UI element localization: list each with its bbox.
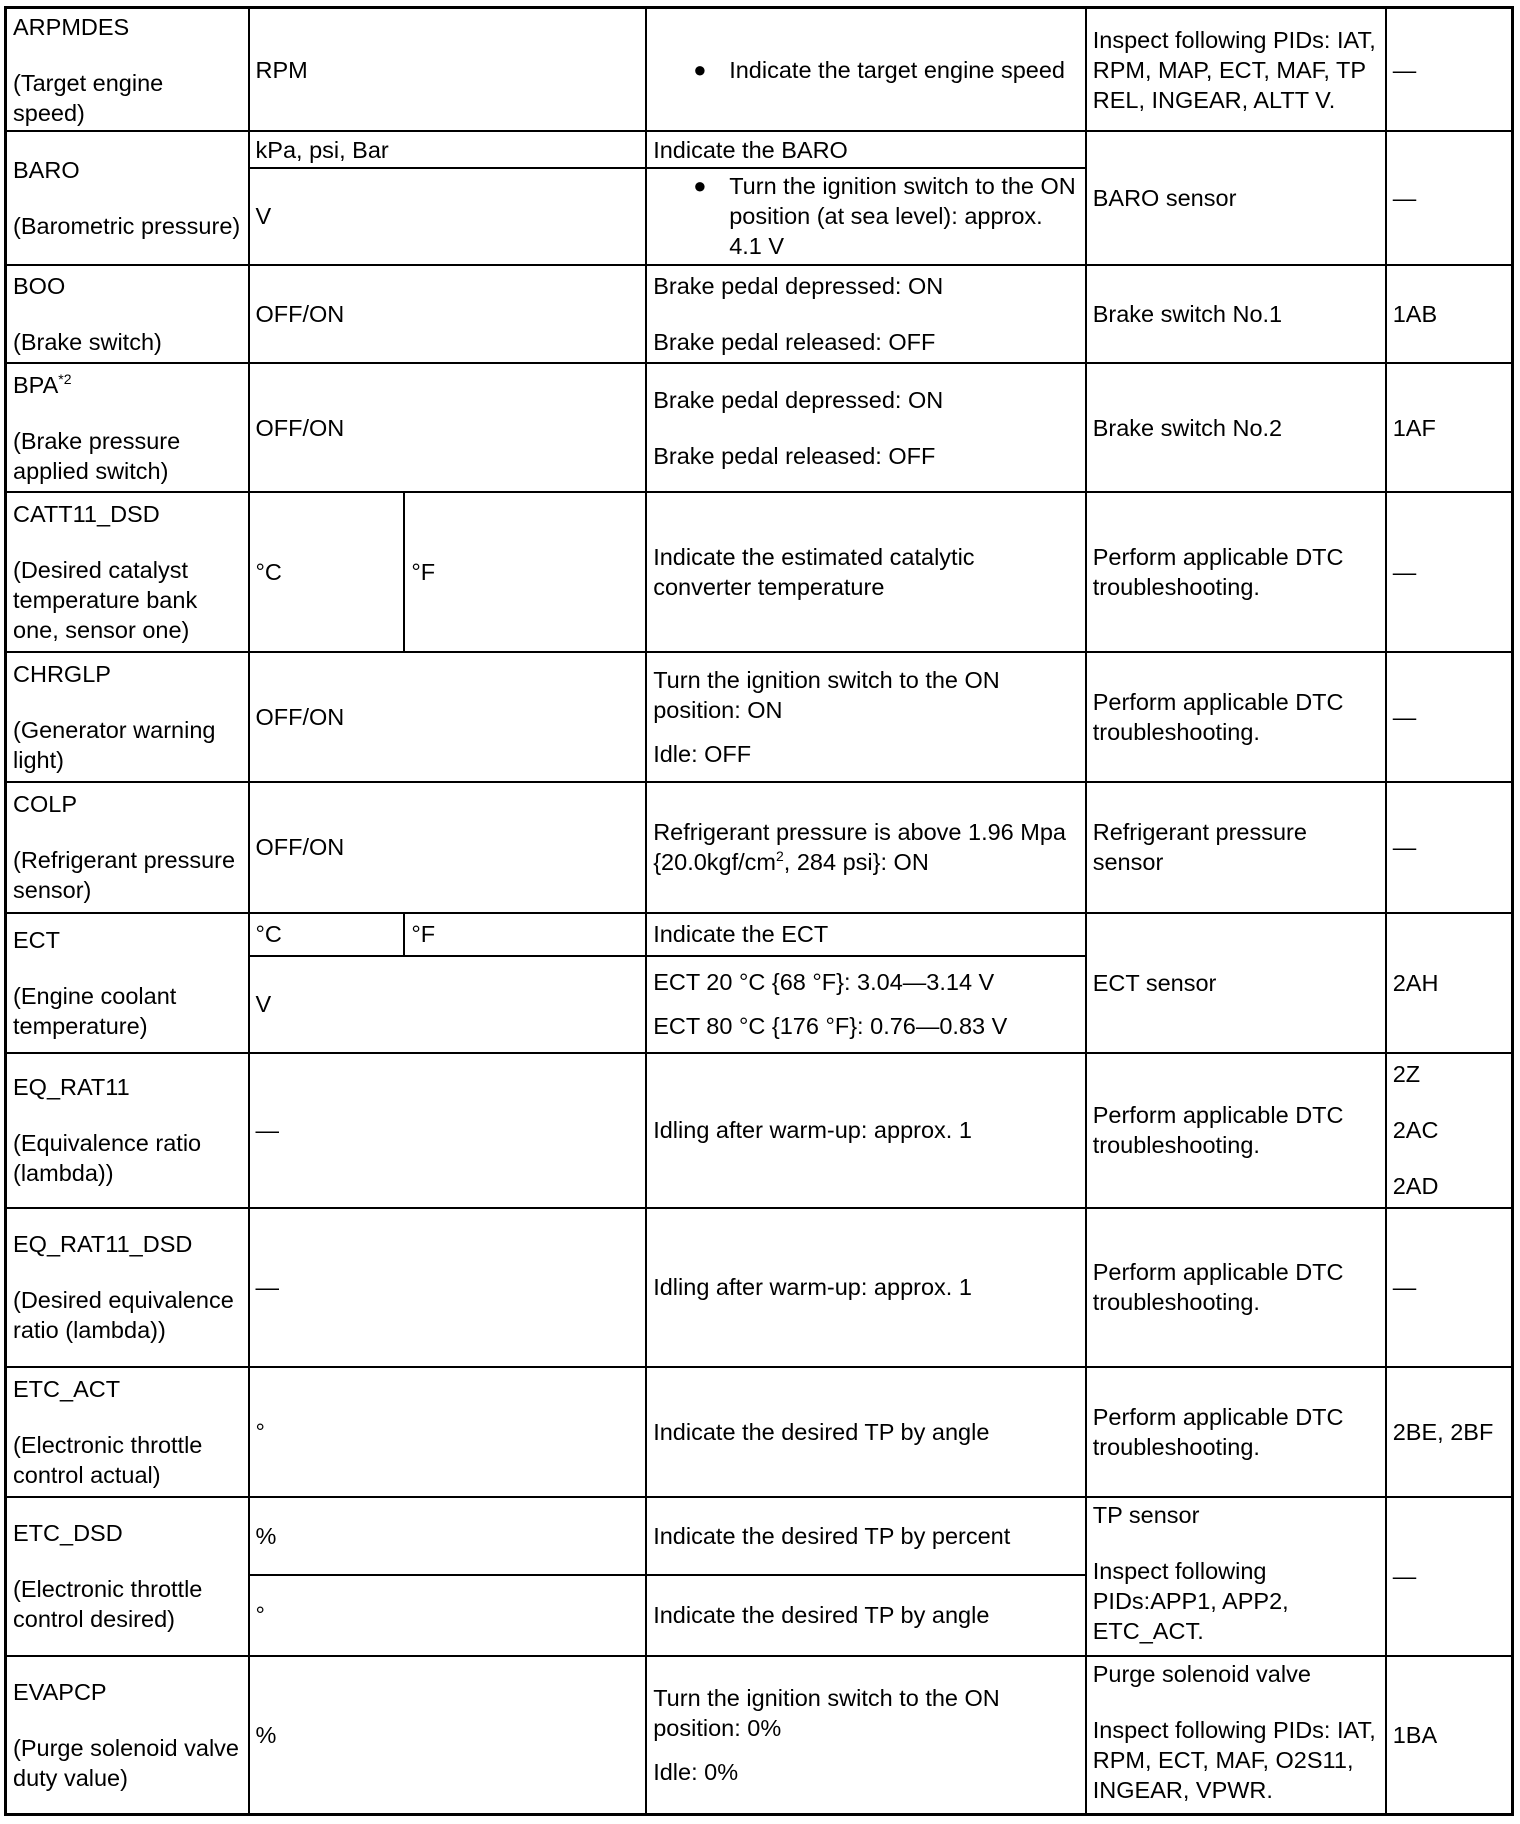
action-cell: Refrigerant pressure sensor: [1086, 782, 1386, 913]
action-cell: ECT sensor: [1086, 913, 1386, 1053]
condition-cell: Indicate the BARO: [646, 131, 1086, 167]
unit-cell: °: [249, 1575, 647, 1656]
condition-text: Brake pedal released: OFF: [653, 442, 936, 469]
condition-cell: [646, 265, 1086, 363]
table-row: [6, 265, 1513, 363]
action-cell: Perform applicable DTC troubleshooting.: [1086, 1367, 1386, 1496]
condition-cell: Idling after warm-up: approx. 1: [646, 1208, 1086, 1368]
pid-name: CHRGLP: [13, 661, 111, 688]
pid-table: [4, 6, 1514, 1816]
bullet-item: [653, 171, 1079, 261]
pid-name: ETC_ACT: [13, 1376, 121, 1403]
condition-text: Turn the ignition switch to the ON position (at sea level): approx. 4.1 V: [729, 173, 1076, 260]
superscript: 2: [776, 848, 784, 865]
action-cell: [1086, 1497, 1386, 1656]
table-row: [6, 913, 1513, 955]
table-row: [6, 8, 1513, 132]
pid-cell: [6, 1497, 249, 1656]
pid-name: COLP: [13, 791, 77, 818]
dtc-code: 2Z: [1392, 1061, 1421, 1088]
condition-text: Turn the ignition switch to the ON position: 0%: [653, 1684, 1000, 1741]
table-row: [6, 492, 1513, 652]
pid-cell: [6, 363, 249, 492]
pid-description: (Generator warning light): [13, 717, 216, 774]
condition-cell: Indicate the desired TP by percent: [646, 1497, 1086, 1575]
dtc-cell: 1AB: [1386, 265, 1513, 363]
dtc-cell: 1AF: [1386, 363, 1513, 492]
action-cell: Brake switch No.2: [1086, 363, 1386, 492]
dtc-cell: —: [1386, 131, 1513, 265]
unit-cell-fahrenheit: °F: [404, 492, 646, 652]
pid-name: BOO: [13, 272, 66, 299]
condition-cell: [646, 782, 1086, 913]
pid-name: [13, 370, 242, 400]
unit-cell: —: [249, 1208, 647, 1368]
unit-cell-fahrenheit: °F: [404, 913, 646, 955]
condition-text: Refrigerant pressure is above 1.96 Mpa {20.0kgf/cm: [653, 819, 1066, 876]
bullet-icon: ●: [693, 173, 707, 199]
dtc-cell: 2BE, 2BF: [1386, 1367, 1513, 1496]
pid-name: ECT: [13, 927, 60, 954]
condition-cell: Indicate the desired TP by angle: [646, 1367, 1086, 1496]
bullet-item: [653, 55, 1079, 85]
condition-text: Brake pedal released: OFF: [653, 328, 936, 355]
pid-description: (Desired equivalence ratio (lambda)): [13, 1287, 234, 1344]
pid-cell: [6, 1208, 249, 1368]
condition-cell: [646, 8, 1086, 132]
pid-cell: [6, 1656, 249, 1815]
pid-cell: [6, 913, 249, 1053]
condition-text: , 284 psi}: ON: [783, 849, 929, 876]
condition-cell: [646, 1656, 1086, 1815]
condition-cell: Indicate the estimated catalytic converter temperature: [646, 492, 1086, 652]
condition-cell: [646, 956, 1086, 1053]
dtc-cell: 2AH: [1386, 913, 1513, 1053]
condition-text: Indicate the target engine speed: [729, 56, 1065, 83]
condition-text: Turn the ignition switch to the ON position: ON: [653, 667, 1000, 724]
dtc-code: 2AC: [1392, 1117, 1439, 1144]
pid-description: (Equivalence ratio (lambda)): [13, 1130, 202, 1187]
unit-cell: —: [249, 1053, 647, 1208]
pid-description: (Purge solenoid valve duty value): [13, 1734, 239, 1791]
pid-description: (Desired catalyst temperature bank one, sensor one): [13, 557, 198, 644]
unit-cell-celsius: °C: [249, 913, 405, 955]
condition-cell: [646, 363, 1086, 492]
unit-cell: V: [249, 168, 647, 265]
condition-text: ECT 80 °C {176 °F}: 0.76—0.83 V: [653, 1013, 1008, 1040]
condition-cell: [646, 652, 1086, 781]
action-cell: Perform applicable DTC troubleshooting.: [1086, 492, 1386, 652]
dtc-cell: 1BA: [1386, 1656, 1513, 1815]
pid-name: ETC_DSD: [13, 1520, 123, 1547]
pid-description: (Electronic throttle control desired): [13, 1576, 203, 1633]
condition-text: ECT 20 °C {68 °F}: 3.04—3.14 V: [653, 969, 995, 996]
pid-name: EQ_RAT11: [13, 1074, 130, 1101]
pid-name: ARPMDES: [13, 13, 130, 40]
unit-cell: OFF/ON: [249, 652, 647, 781]
table-row: [6, 652, 1513, 781]
unit-cell: V: [249, 956, 647, 1053]
condition-text: Brake pedal depressed: ON: [653, 386, 944, 413]
action-text: Inspect following PIDs: IAT, RPM, ECT, MAF, O2S11, INGEAR, VPWR.: [1092, 1716, 1376, 1803]
action-cell: Perform applicable DTC troubleshooting.: [1086, 1053, 1386, 1208]
table-row: [6, 1367, 1513, 1496]
pid-label: BPA: [13, 371, 59, 398]
unit-cell: RPM: [249, 8, 647, 132]
pid-cell: [6, 782, 249, 913]
dtc-code: 2AD: [1392, 1173, 1439, 1200]
table-row: [6, 363, 1513, 492]
action-cell: Perform applicable DTC troubleshooting.: [1086, 652, 1386, 781]
pid-description: (Refrigerant pressure sensor): [13, 847, 236, 904]
pid-name: CATT11_DSD: [13, 501, 160, 528]
pid-description: (Brake switch): [13, 328, 162, 355]
pid-cell: [6, 131, 249, 265]
pid-cell: [6, 8, 249, 132]
pid-name: EQ_RAT11_DSD: [13, 1231, 193, 1258]
dtc-cell: [1386, 1053, 1513, 1208]
pid-name: BARO: [13, 157, 80, 184]
unit-cell: °: [249, 1367, 647, 1496]
dtc-cell: —: [1386, 782, 1513, 913]
pid-cell: [6, 492, 249, 652]
action-text: Inspect following PIDs:APP1, APP2, ETC_ACT.: [1092, 1557, 1289, 1644]
pid-cell: [6, 1053, 249, 1208]
action-cell: [1086, 1656, 1386, 1815]
table-row: [6, 782, 1513, 913]
pid-description: (Electronic throttle control actual): [13, 1432, 203, 1489]
unit-cell: %: [249, 1497, 647, 1575]
condition-cell: Indicate the desired TP by angle: [646, 1575, 1086, 1656]
table-row: [6, 1656, 1513, 1815]
table-row: [6, 131, 1513, 167]
dtc-cell: —: [1386, 1497, 1513, 1656]
condition-text: Idle: 0%: [653, 1758, 739, 1785]
action-cell: BARO sensor: [1086, 131, 1386, 265]
pid-description: (Barometric pressure): [13, 213, 241, 240]
action-text: Purge solenoid valve: [1092, 1660, 1311, 1687]
unit-cell: %: [249, 1656, 647, 1815]
unit-cell: OFF/ON: [249, 363, 647, 492]
condition-text: Idle: OFF: [653, 741, 752, 768]
unit-cell-celsius: °C: [249, 492, 405, 652]
action-cell: Inspect following PIDs: IAT, RPM, MAP, ECT, MAF, TP REL, INGEAR, ALTT V.: [1086, 8, 1386, 132]
pid-cell: [6, 1367, 249, 1496]
table-row: [6, 1053, 1513, 1208]
unit-cell: OFF/ON: [249, 782, 647, 913]
dtc-cell: —: [1386, 1208, 1513, 1368]
table-row: [6, 1208, 1513, 1368]
unit-cell: kPa, psi, Bar: [249, 131, 647, 167]
pid-description: (Engine coolant temperature): [13, 983, 177, 1040]
action-cell: Brake switch No.1: [1086, 265, 1386, 363]
dtc-cell: —: [1386, 8, 1513, 132]
condition-cell: Idling after warm-up: approx. 1: [646, 1053, 1086, 1208]
pid-description: (Target engine speed): [13, 69, 164, 126]
dtc-cell: —: [1386, 652, 1513, 781]
pid-description: (Brake pressure applied switch): [13, 427, 181, 484]
condition-text: Brake pedal depressed: ON: [653, 272, 944, 299]
condition-cell: [646, 168, 1086, 265]
dtc-cell: —: [1386, 492, 1513, 652]
pid-name: EVAPCP: [13, 1678, 107, 1705]
pid-cell: [6, 265, 249, 363]
unit-cell: OFF/ON: [249, 265, 647, 363]
bullet-icon: ●: [693, 56, 707, 82]
pid-cell: [6, 652, 249, 781]
action-cell: Perform applicable DTC troubleshooting.: [1086, 1208, 1386, 1368]
table-row: [6, 1497, 1513, 1575]
action-text: TP sensor: [1092, 1501, 1200, 1528]
footnote-mark: *2: [58, 370, 72, 387]
condition-cell: Indicate the ECT: [646, 913, 1086, 955]
